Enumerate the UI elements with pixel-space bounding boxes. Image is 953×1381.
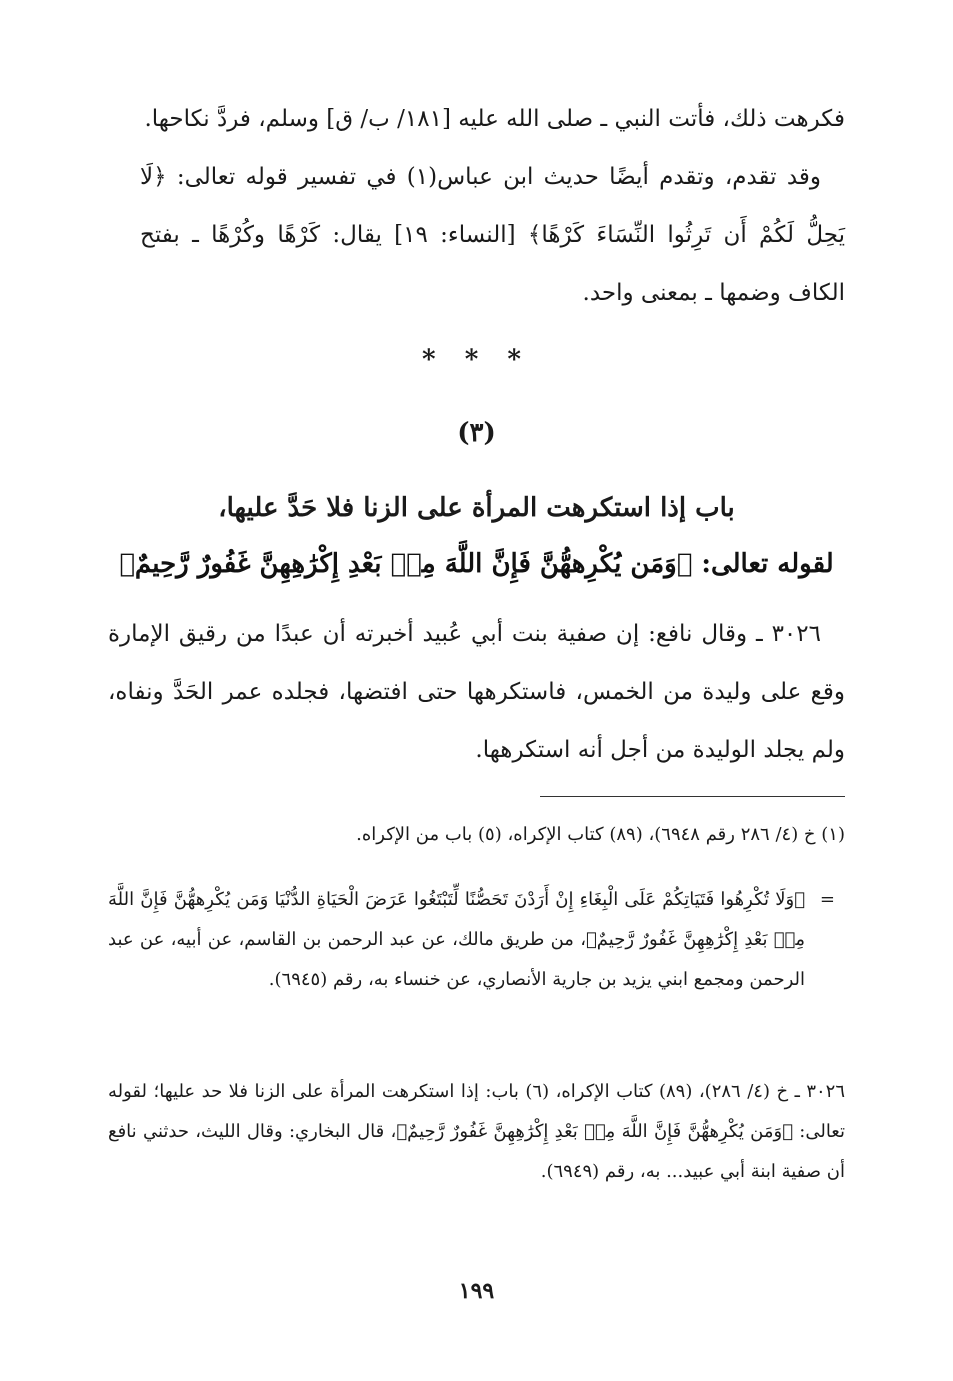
hadith-section [108, 605, 845, 779]
paragraph-line1: فكرهت ذلك، فأتت النبي ـ صلى الله عليه [١٨١/ ب/ ق] وسلم، فردَّ نكاحها. [144, 106, 845, 132]
top-section [140, 90, 845, 322]
chapter-title-line2: لقوله تعالى: ﴿وَمَن يُكْرِههُّنَّ فَإِنَّ اللَّهَ مِنۢ بَعْدِ إِكْرَٰهِهِنَّ غَفُورٌ رَّحِيمٌ﴾ [119, 549, 834, 579]
footnote-hadith-3026: ٣٠٢٦ ـ خ (٤/ ٢٨٦)، (٨٩) كتاب الإكراه، (٦) باب: إذا استكرهت المرأة على الزنا فلا حد عليها؛ لقوله تعالى: ﴿وَمَن يُكْرِههُّنَّ فَإِنَّ اللَّهَ مِنۢ بَعْدِ إِكْرَٰهِهِنَّ غَفُورٌ رَّحِيمٌ﴾، قال البخاري: وقال الليث، حدثني نافع أن صفية ابنة أبي عبيد... به، رقم (٦٩٤٩). [108, 1081, 845, 1182]
hadith-text: ٣٠٢٦ ـ وقال نافع: إن صفية بنت أبي عُبيد أخبرته أن عبدًا من رقيق الإمارة وقع على وليدة من الخمس، فاستكرهها حتى افتضها، فجلده عمر الحَدَّ ونفاه، ولم يجلد الوليدة من أجل أنه استكرهها. [108, 621, 845, 763]
hadith-paragraph [108, 605, 845, 779]
footnote-continuation: ﴿وَلَا تُكْرِهُوا فَتَيَاتِكُمْ عَلَى الْبِغَاءِ إِنْ أَرَدْنَ تَحَصُّنًا لِّتَبْتَغُوا عَرَضَ الْحَيَاةِ الدُّنْيَا وَمَن يُكْرِههُّنَّ فَإِنَّ اللَّهَ مِنۢ بَعْدِ إِكْرَٰهِهِنَّ غَفُورٌ رَّحِيمٌ﴾، من طريق مالك، عن عبد الرحمن بن القاسم، عن أبيه، عن عبد الرحمن ومجمع ابني يزيد بن جارية الأنصاري، عن خنساء به، رقم (٦٩٤٥). [108, 889, 805, 990]
paragraph-tafsir-text: وقد تقدم، وتقدم أيضًا حديث ابن عباس(١) في تفسير قوله تعالى: ﴿لَا يَحِلُّ لَكُمْ أَن تَرِثُوا النِّسَاءَ كَرْهًا﴾ [النساء: ١٩] يقال: كَرْهًا وكُرْهًا ـ بفتح الكاف وضمها ـ بمعنى واحد. [140, 164, 845, 306]
section-separator: * * * [422, 345, 531, 375]
chapter-heading [110, 480, 843, 592]
chapter-title-line1: باب إذا استكرهت المرأة على الزنا فلا حَدَّ عليها، [218, 493, 735, 523]
section-number: (٣) [457, 418, 496, 448]
footnote-divider [540, 796, 845, 797]
footnote-1: (١) خ (٤/ ٢٨٦ رقم ٦٩٤٨)، (٨٩) كتاب الإكراه، (٥) باب من الإكراه. [356, 824, 845, 845]
paragraph-tafsir [140, 148, 845, 322]
page-number: ١٩٩ [458, 1278, 495, 1304]
footnote-continuation-marker: = [819, 889, 835, 910]
